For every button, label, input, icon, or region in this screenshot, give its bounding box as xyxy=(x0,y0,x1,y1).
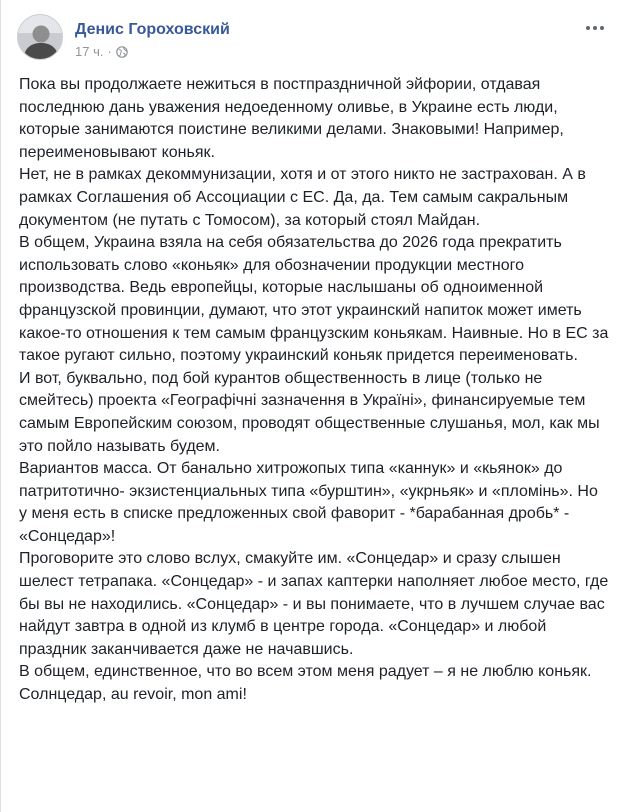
post-meta xyxy=(75,44,128,59)
avatar[interactable] xyxy=(17,14,63,60)
menu-dot xyxy=(593,26,597,30)
post-paragraph: В общем, Украина взяла на себя обязательства до 2026 года прекратить использовать слово «коньяк» для обозначении продукции местного производства. Ведь европейцы, которые наслышаны об одноименной французской провинции, думают, что этот украинский напиток может иметь какое-то отношения к тем самым французским коньякам. Наивные. Но в ЕС за такое ругают сильно, поэтому украинский коньяк придется переименовать. xyxy=(19,234,609,365)
globe-icon[interactable] xyxy=(116,46,128,58)
avatar-photo xyxy=(18,15,63,60)
menu-dot xyxy=(600,26,604,30)
menu-dot xyxy=(586,26,590,30)
post-paragraph: Пока вы продолжаете нежиться в постпраздничной эйфории, отдавая последнюю дань уважения недоеденному оливье, в Украине есть люди, которые занимаются поистине великими делами. Знаковыми! Например, переименовывают коньяк. xyxy=(19,76,564,161)
post-body xyxy=(19,74,609,707)
post-paragraph: И вот, буквально, под бой курантов общественность в лице (только не смейтесь) проекта «Географічні зазначення в Україні», финансируемые тем самым Европейским союзом, проводят общественные слушанья, мол, как мы это пойло называть будем. xyxy=(19,369,600,455)
post-paragraph: Нет, не в рамках декоммунизации, хотя и от этого никто не застрахован. А в рамках Соглашения об Ассоциации с ЕС. Да, да. Тем самым сакральным документом (не путать с Томосом), за который стоял Майдан. xyxy=(19,166,586,229)
post-header xyxy=(17,14,607,64)
meta-separator: · xyxy=(107,44,112,59)
post-paragraph: Вариантов масса. От банально хитрожопых типа «каннук» и «кьянок» до патритотично- экзистенциальных типа «бурштин», «укрньяк» и «пломінь». Но у меня есть в списке предложенных свой фаворит - *барабанная дробь* - «Сонцедар»! xyxy=(19,460,598,545)
post-paragraph: Солнцедар, au revoir, mon ami! xyxy=(19,686,247,704)
post-paragraph: Проговорите это слово вслух, смакуйте им. «Сонцедар» и сразу слышен шелест тетрапака. «Сонцедар» - и запах каптерки наполняет любое место, где бы вы не находились. «Сонцедар» - и вы понимаете, что в лучшем случае вас найдут завтра в одной из клумб в центре города. «Сонцедар» и любой праздник заканчивается даже не начавшись. xyxy=(19,550,609,658)
more-horizontal-icon[interactable] xyxy=(583,18,607,38)
post-paragraph: В общем, единственное, что во всем этом меня радует – я не люблю коньяк. xyxy=(19,663,592,681)
author-name[interactable]: Денис Гороховский xyxy=(75,21,230,38)
post-time[interactable]: 17 ч. xyxy=(75,44,104,59)
